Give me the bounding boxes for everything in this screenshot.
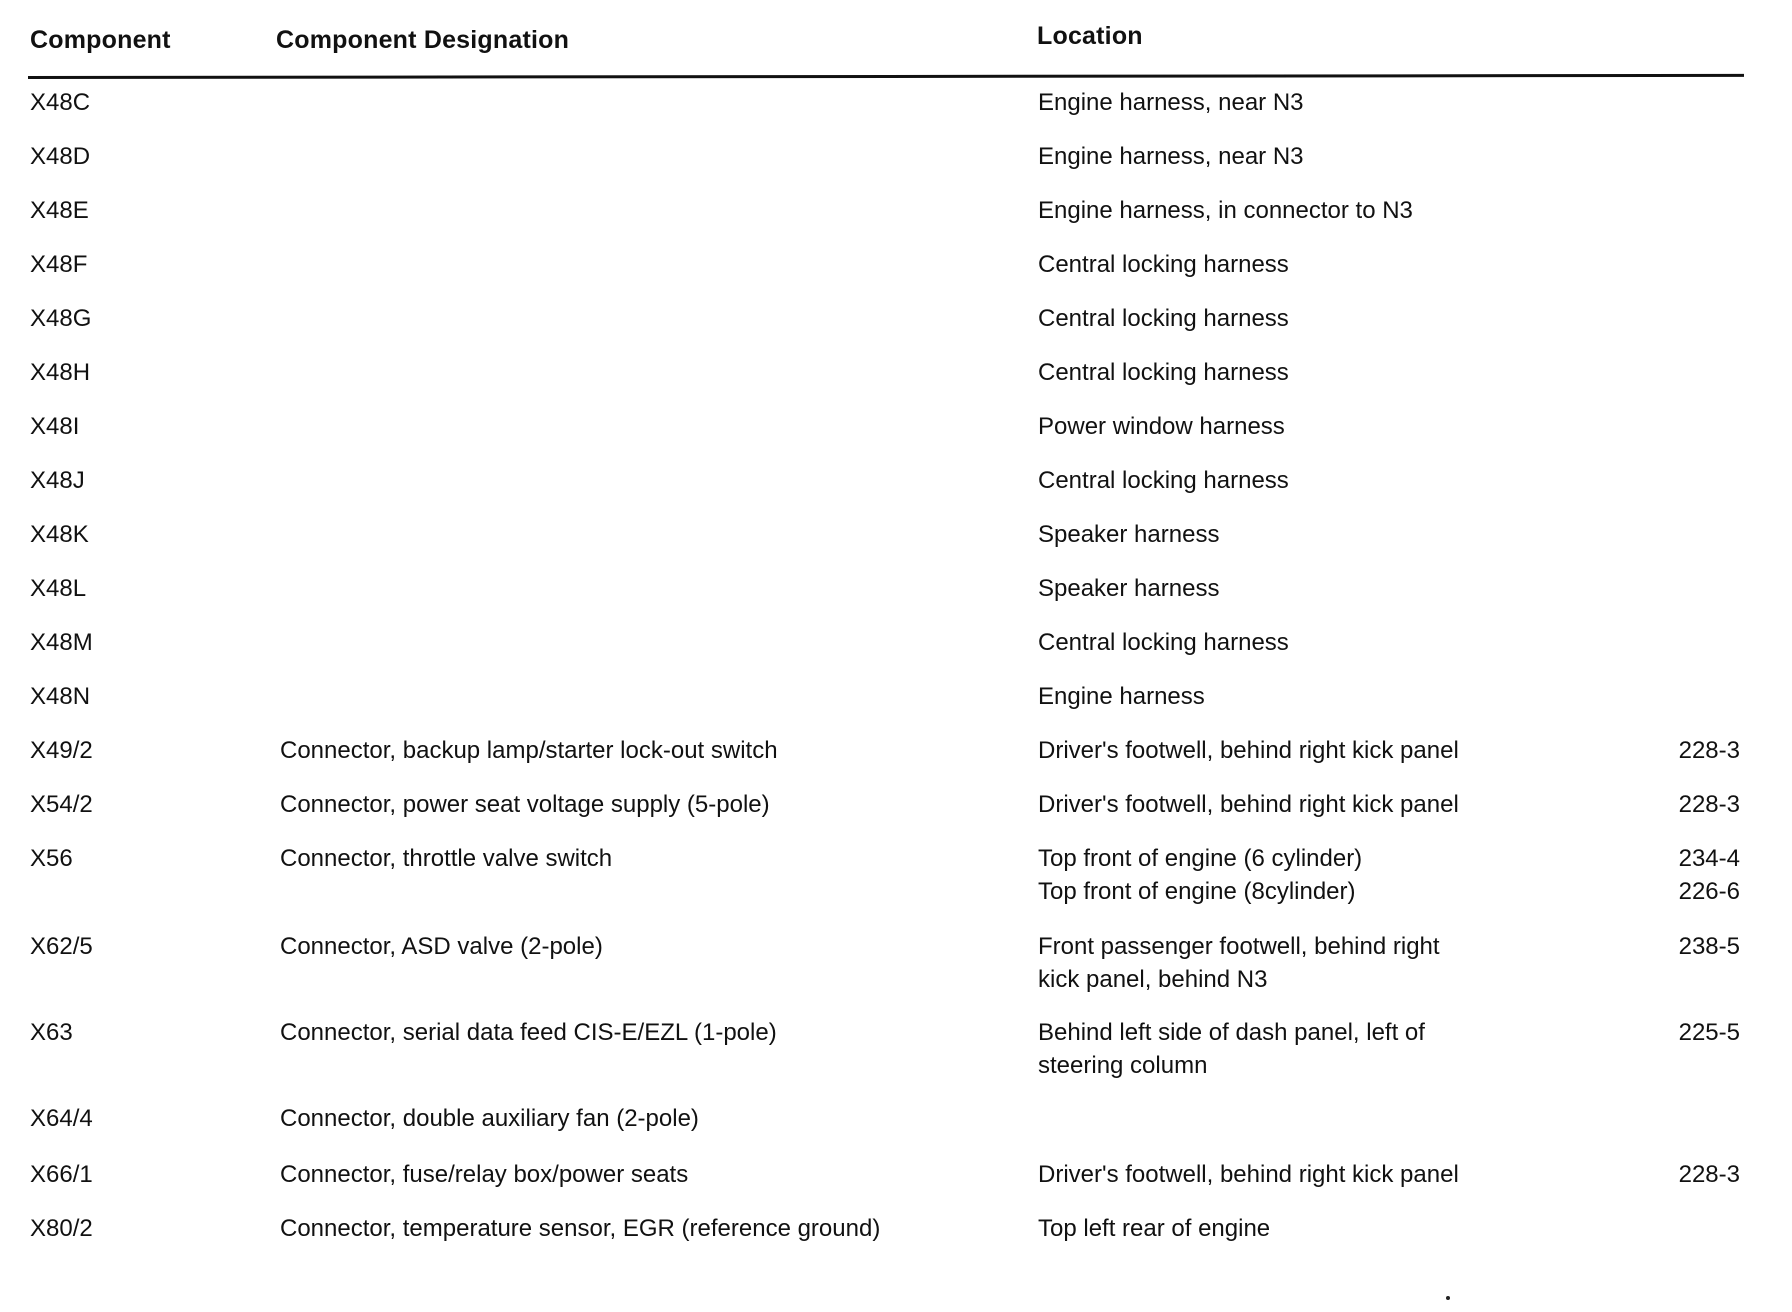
component-cell: X64/4 bbox=[30, 1105, 93, 1132]
component-cell: X48M bbox=[30, 629, 93, 656]
page-ref-cell: 238-5 bbox=[1678, 933, 1740, 960]
location-cell: Behind left side of dash panel, left of steering column bbox=[1038, 1019, 1425, 1079]
location-cell: Power window harness bbox=[1038, 413, 1285, 440]
component-cell: X48J bbox=[30, 467, 85, 494]
component-cell: X48D bbox=[30, 143, 91, 170]
component-cell: X48E bbox=[30, 197, 89, 224]
designation-cell: Connector, fuse/relay box/power seats bbox=[280, 1161, 689, 1188]
designation-cell: Connector, temperature sensor, EGR (reference ground) bbox=[280, 1215, 881, 1242]
designation-cell: Connector, backup lamp/starter lock-out switch bbox=[280, 737, 778, 764]
page-ref-cell: 228-3 bbox=[1678, 791, 1740, 818]
location-cell: Top left rear of engine bbox=[1038, 1215, 1271, 1242]
component-cell: X48L bbox=[30, 575, 87, 602]
component-cell: X48F bbox=[30, 251, 88, 278]
designation-cell: Connector, throttle valve switch bbox=[280, 845, 613, 872]
location-cell: Engine harness bbox=[1038, 683, 1205, 710]
component-cell: X63 bbox=[30, 1019, 73, 1046]
page-ref-cell: 234-4 226-6 bbox=[1678, 845, 1740, 905]
component-cell: X54/2 bbox=[30, 791, 93, 818]
location-cell: Driver's footwell, behind right kick panel bbox=[1038, 791, 1459, 818]
component-cell: X48G bbox=[30, 305, 92, 332]
column-header-location: Location bbox=[1037, 22, 1143, 50]
page-ref-cell: 228-3 bbox=[1678, 1161, 1740, 1188]
component-cell: X62/5 bbox=[30, 933, 93, 960]
page-ref-cell: 225-5 bbox=[1678, 1019, 1740, 1046]
location-cell: Front passenger footwell, behind right kick panel, behind N3 bbox=[1038, 933, 1440, 993]
location-cell: Driver's footwell, behind right kick panel bbox=[1038, 737, 1459, 764]
location-cell: Speaker harness bbox=[1038, 575, 1220, 602]
component-cell: X48C bbox=[30, 89, 91, 116]
location-cell: Central locking harness bbox=[1038, 305, 1289, 332]
location-cell: Central locking harness bbox=[1038, 251, 1289, 278]
location-cell: Speaker harness bbox=[1038, 521, 1220, 548]
location-cell: Central locking harness bbox=[1038, 467, 1289, 494]
location-cell: Central locking harness bbox=[1038, 629, 1289, 656]
column-header-designation: Component Designation bbox=[276, 26, 570, 54]
designation-cell: Connector, ASD valve (2-pole) bbox=[280, 933, 603, 960]
location-cell: Engine harness, near N3 bbox=[1038, 143, 1304, 170]
component-cell: X56 bbox=[30, 845, 73, 872]
page-ref-cell: 228-3 bbox=[1678, 737, 1740, 764]
component-cell: X66/1 bbox=[30, 1161, 93, 1188]
designation-cell: Connector, double auxiliary fan (2-pole) bbox=[280, 1105, 699, 1132]
component-cell: X48N bbox=[30, 683, 91, 710]
component-cell: X80/2 bbox=[30, 1215, 93, 1242]
column-header-component: Component bbox=[30, 26, 171, 54]
component-cell: X48I bbox=[30, 413, 80, 440]
component-cell: X48H bbox=[30, 359, 91, 386]
component-cell: X48K bbox=[30, 521, 89, 548]
location-cell: Driver's footwell, behind right kick panel bbox=[1038, 1161, 1459, 1188]
location-cell: Central locking harness bbox=[1038, 359, 1289, 386]
location-cell: Engine harness, in connector to N3 bbox=[1038, 197, 1413, 224]
location-cell: Top front of engine (6 cylinder) Top front of engine (8cylinder) bbox=[1038, 845, 1363, 905]
designation-cell: Connector, power seat voltage supply (5-pole) bbox=[280, 791, 770, 818]
location-cell: Engine harness, near N3 bbox=[1038, 89, 1304, 116]
component-cell: X49/2 bbox=[30, 737, 93, 764]
designation-cell: Connector, serial data feed CIS-E/EZL (1-pole) bbox=[280, 1019, 777, 1046]
scan-speck bbox=[1446, 1296, 1450, 1300]
